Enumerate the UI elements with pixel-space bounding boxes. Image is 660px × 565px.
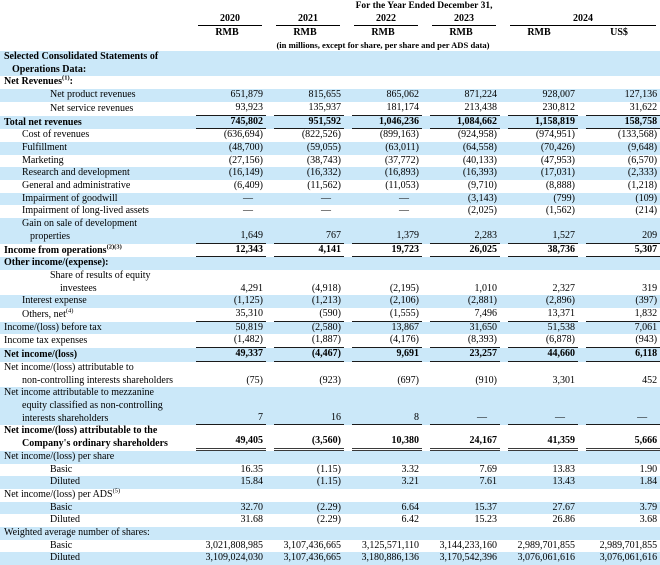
value-cell bbox=[266, 76, 344, 89]
value-cell bbox=[422, 76, 500, 89]
value-cell bbox=[578, 527, 660, 540]
value-cell: (4,467) bbox=[266, 348, 344, 362]
table-row bbox=[0, 514, 660, 527]
header-spacer bbox=[0, 0, 188, 13]
value-cell: (59,055) bbox=[306, 141, 341, 153]
header-spacer bbox=[0, 39, 188, 51]
value-cell: 1.90 bbox=[639, 463, 658, 475]
value-cell: 1,649 bbox=[188, 218, 266, 243]
header-currency-row bbox=[0, 26, 660, 39]
value-cell: (48,700) bbox=[228, 141, 263, 153]
table-row bbox=[0, 476, 660, 489]
row-label: Share of results of equity investees bbox=[50, 269, 151, 294]
table-header bbox=[0, 0, 660, 51]
year-label: 2022 bbox=[354, 13, 418, 26]
unit-note: (in millions, except for share, per share and per ADS data) bbox=[276, 40, 490, 50]
currency-label: RMB bbox=[449, 27, 473, 38]
value-cell: (2,580) bbox=[311, 321, 341, 333]
value-cell: 3,107,436,665 bbox=[283, 539, 341, 551]
value-cell: 16 bbox=[266, 387, 344, 425]
value-cell: 209 bbox=[578, 218, 660, 243]
value-cell: (16,893) bbox=[384, 167, 419, 179]
year-column-2023 bbox=[422, 13, 500, 26]
value-cell bbox=[344, 257, 422, 270]
value-cell: — bbox=[422, 387, 500, 425]
value-cell: 8 bbox=[344, 387, 422, 425]
value-cell: 10,380 bbox=[344, 425, 422, 450]
value-cell bbox=[188, 257, 266, 270]
value-cell: 31,650 bbox=[469, 321, 497, 333]
table-row bbox=[0, 540, 660, 553]
year-column-2021 bbox=[266, 13, 344, 26]
value-cell: 7 bbox=[188, 387, 266, 425]
header-period-row bbox=[0, 0, 660, 13]
value-cell: — bbox=[243, 192, 253, 204]
value-cell: 6.42 bbox=[401, 514, 419, 526]
row-label: Basic bbox=[50, 463, 73, 475]
value-cell: (1.15) bbox=[316, 463, 341, 475]
value-cell: 27.67 bbox=[552, 501, 575, 513]
year-label: 2021 bbox=[276, 13, 340, 26]
value-cell bbox=[344, 51, 422, 76]
table-row bbox=[0, 489, 660, 502]
value-cell: (70,426) bbox=[540, 141, 575, 153]
value-cell: 49,405 bbox=[188, 425, 266, 450]
value-cell: 6.64 bbox=[401, 501, 419, 513]
value-cell: (1,213) bbox=[311, 295, 341, 307]
table-row bbox=[0, 180, 660, 193]
value-cell: 12,343 bbox=[188, 244, 266, 258]
table-row bbox=[0, 552, 660, 565]
value-cell: (636,694) bbox=[223, 129, 263, 141]
value-cell: (943) bbox=[578, 334, 660, 348]
table-row bbox=[0, 102, 660, 116]
value-cell: 15.23 bbox=[474, 514, 497, 526]
value-cell bbox=[500, 527, 578, 540]
footnote-marker: (1) bbox=[62, 75, 70, 83]
table-row bbox=[0, 425, 660, 450]
value-cell: 213,438 bbox=[422, 102, 500, 116]
value-cell: (63,011) bbox=[385, 141, 419, 153]
value-cell: (2,195) bbox=[389, 282, 419, 294]
row-label: Net service revenues bbox=[50, 102, 134, 114]
value-cell: 13,371 bbox=[500, 308, 578, 322]
table-row bbox=[0, 322, 660, 335]
row-label: Weighted average number of shares: bbox=[4, 527, 150, 539]
value-cell: (1,887) bbox=[266, 334, 344, 348]
header-note-row bbox=[0, 39, 660, 51]
value-cell: (4,918) bbox=[311, 282, 341, 294]
currency-label: RMB bbox=[371, 27, 395, 38]
value-cell bbox=[344, 489, 422, 502]
header-spacer bbox=[578, 39, 660, 51]
value-cell: 26,025 bbox=[422, 244, 500, 258]
value-cell: (17,031) bbox=[540, 167, 575, 179]
value-cell: 13.43 bbox=[552, 476, 575, 488]
value-cell: (6,409) bbox=[233, 180, 263, 192]
row-label: General and administrative bbox=[22, 180, 131, 192]
value-cell: (109) bbox=[635, 192, 658, 204]
value-cell: 3,144,233,160 bbox=[439, 539, 497, 551]
value-cell: 767 bbox=[266, 218, 344, 243]
table-row bbox=[0, 334, 660, 348]
value-cell: (590) bbox=[266, 308, 344, 322]
value-cell: (397) bbox=[635, 295, 658, 307]
value-cell: (3,560) bbox=[266, 425, 344, 450]
value-cell: (47,953) bbox=[540, 154, 575, 166]
value-cell: 4,291 bbox=[240, 282, 263, 294]
value-cell bbox=[500, 76, 578, 89]
value-cell: (8,888) bbox=[545, 180, 575, 192]
value-cell bbox=[578, 257, 660, 270]
value-cell: 16.35 bbox=[240, 463, 263, 475]
row-label: Diluted bbox=[50, 552, 80, 564]
value-cell bbox=[422, 257, 500, 270]
value-cell: (1,482) bbox=[188, 334, 266, 348]
value-cell: (6,878) bbox=[500, 334, 578, 348]
value-cell: (1,125) bbox=[233, 295, 263, 307]
footnote-marker: (2)(3) bbox=[106, 243, 122, 251]
row-label: Other income/(expense): bbox=[4, 257, 109, 269]
row-label: Income/(loss) before tax bbox=[4, 321, 102, 333]
row-label: Net Revenues$^{(1)}$: bbox=[4, 75, 73, 88]
table-row bbox=[0, 527, 660, 540]
value-cell: 4,141 bbox=[266, 244, 344, 258]
table-row bbox=[0, 193, 660, 206]
table-body bbox=[0, 51, 660, 565]
value-cell: 865,062 bbox=[386, 89, 419, 101]
value-cell bbox=[578, 489, 660, 502]
value-cell: 928,007 bbox=[542, 89, 575, 101]
value-cell bbox=[188, 51, 266, 76]
header-years-row bbox=[0, 13, 660, 26]
value-cell bbox=[266, 489, 344, 502]
value-cell: (822,526) bbox=[301, 129, 341, 141]
table-row bbox=[0, 116, 660, 130]
value-cell: (64,558) bbox=[462, 141, 497, 153]
value-cell bbox=[500, 51, 578, 76]
value-cell: 3.32 bbox=[401, 463, 419, 475]
value-cell: 3,109,024,030 bbox=[205, 552, 263, 564]
value-cell: (16,332) bbox=[306, 167, 341, 179]
value-cell: 319 bbox=[642, 282, 658, 294]
value-cell: 1,010 bbox=[474, 282, 497, 294]
value-cell bbox=[500, 257, 578, 270]
value-cell: 815,655 bbox=[308, 89, 341, 101]
row-label: Impairment of long-lived assets bbox=[22, 205, 149, 217]
value-cell bbox=[188, 451, 266, 464]
value-cell: 6,118 bbox=[578, 348, 660, 362]
value-cell: (2,333) bbox=[627, 167, 658, 179]
year-column-2020 bbox=[188, 13, 266, 26]
row-label: Basic bbox=[50, 539, 73, 551]
table-row bbox=[0, 142, 660, 155]
value-cell: 951,592 bbox=[266, 116, 344, 130]
value-cell bbox=[422, 527, 500, 540]
row-label: Selected Consolidated Statements of Operations Data: bbox=[4, 51, 159, 75]
table-row bbox=[0, 387, 660, 425]
value-cell: (27,156) bbox=[228, 154, 263, 166]
value-cell: 49,337 bbox=[188, 348, 266, 362]
year-column-2024 bbox=[500, 13, 660, 26]
value-cell: (697) bbox=[397, 374, 419, 386]
row-label: Impairment of goodwill bbox=[22, 192, 118, 204]
value-cell: (6,570) bbox=[627, 154, 658, 166]
table-row bbox=[0, 218, 660, 243]
table-row bbox=[0, 295, 660, 308]
value-cell: (2.29) bbox=[316, 501, 341, 513]
value-cell: (4,176) bbox=[344, 334, 422, 348]
value-cell bbox=[266, 257, 344, 270]
value-cell: (3,143) bbox=[467, 192, 497, 204]
value-cell: — bbox=[578, 387, 660, 425]
value-cell: 745,802 bbox=[188, 116, 266, 130]
value-cell: (38,743) bbox=[306, 154, 341, 166]
value-cell: 44,660 bbox=[500, 348, 578, 362]
value-cell: (923) bbox=[319, 374, 341, 386]
value-cell: (1.15) bbox=[316, 476, 341, 488]
value-cell: 651,879 bbox=[230, 89, 263, 101]
value-cell bbox=[344, 527, 422, 540]
table-row bbox=[0, 451, 660, 464]
value-cell: (40,133) bbox=[462, 154, 497, 166]
value-cell: 5,666 bbox=[578, 425, 660, 450]
value-cell: 1,527 bbox=[500, 218, 578, 243]
value-cell: 50,819 bbox=[235, 321, 263, 333]
value-cell: 1,379 bbox=[344, 218, 422, 243]
year-label: 2020 bbox=[198, 13, 262, 26]
row-label: Net product revenues bbox=[50, 89, 136, 101]
value-cell: (11,053) bbox=[385, 180, 419, 192]
value-cell: 3.68 bbox=[639, 514, 658, 526]
value-cell: (9,648) bbox=[627, 141, 658, 153]
value-cell bbox=[188, 527, 266, 540]
table-row bbox=[0, 89, 660, 102]
value-cell: 3,076,061,616 bbox=[517, 552, 575, 564]
value-cell: 1,046,236 bbox=[344, 116, 422, 130]
value-cell bbox=[422, 489, 500, 502]
value-cell: 452 bbox=[642, 374, 658, 386]
value-cell: 93,923 bbox=[188, 102, 266, 116]
row-label: Net income/(loss) per ADS$^{(5)}$ bbox=[4, 487, 121, 500]
value-cell bbox=[578, 451, 660, 464]
value-cell: (1,555) bbox=[344, 308, 422, 322]
value-cell: 230,812 bbox=[500, 102, 578, 116]
value-cell: (8,393) bbox=[422, 334, 500, 348]
value-cell bbox=[422, 451, 500, 464]
value-cell: 5,307 bbox=[578, 244, 660, 258]
value-cell bbox=[578, 76, 660, 89]
year-label: 2024 bbox=[510, 13, 656, 26]
value-cell: (37,772) bbox=[384, 154, 419, 166]
value-cell: 2,327 bbox=[552, 282, 575, 294]
currency-label: US$ bbox=[610, 27, 628, 38]
table-row bbox=[0, 257, 660, 270]
value-cell: (924,958) bbox=[457, 129, 497, 141]
value-cell: 1,084,662 bbox=[422, 116, 500, 130]
value-cell: 1,832 bbox=[578, 308, 660, 322]
value-cell: (799) bbox=[553, 192, 575, 204]
value-cell: 158,758 bbox=[578, 116, 660, 130]
table-row bbox=[0, 51, 660, 76]
currency-label: RMB bbox=[527, 27, 551, 38]
value-cell: 19,723 bbox=[344, 244, 422, 258]
table-row bbox=[0, 308, 660, 322]
value-cell: (2,106) bbox=[389, 295, 419, 307]
value-cell: 9,691 bbox=[344, 348, 422, 362]
value-cell: 35,310 bbox=[188, 308, 266, 322]
value-cell: 32.70 bbox=[240, 501, 263, 513]
value-cell: 7,061 bbox=[634, 321, 658, 333]
value-cell bbox=[266, 451, 344, 464]
row-label: Basic bbox=[50, 501, 73, 513]
table-row bbox=[0, 167, 660, 180]
row-label: Research and development bbox=[22, 167, 130, 179]
value-cell: 31.68 bbox=[240, 514, 263, 526]
table-row bbox=[0, 244, 660, 258]
value-cell: (974,951) bbox=[535, 129, 575, 141]
value-cell bbox=[188, 76, 266, 89]
value-cell: 23,257 bbox=[422, 348, 500, 362]
table-row bbox=[0, 348, 660, 362]
row-label: Net income/(loss) per share bbox=[4, 450, 115, 462]
row-label: Others, net$^{(4)}$ bbox=[22, 307, 74, 321]
footnote-marker: (4) bbox=[65, 307, 74, 315]
value-cell: (1,218) bbox=[627, 180, 658, 192]
value-cell: (9,710) bbox=[467, 180, 497, 192]
value-cell bbox=[266, 527, 344, 540]
value-cell: (2,025) bbox=[467, 205, 497, 217]
row-label: Net income/(loss) attributable to the Company's ordinary shareholders bbox=[4, 425, 168, 450]
value-cell: (2,881) bbox=[467, 295, 497, 307]
row-label: Fulfillment bbox=[22, 141, 67, 153]
row-label: Income tax expenses bbox=[4, 335, 88, 347]
year-column-2022 bbox=[344, 13, 422, 26]
table-row bbox=[0, 155, 660, 168]
value-cell: (899,163) bbox=[379, 129, 419, 141]
value-cell: 41,359 bbox=[500, 425, 578, 450]
value-cell: (16,393) bbox=[462, 167, 497, 179]
value-cell: 127,136 bbox=[624, 89, 658, 101]
value-cell: 7,496 bbox=[422, 308, 500, 322]
row-label: Income from operations$^{(2)(3)}$ bbox=[4, 243, 122, 256]
value-cell: 15.84 bbox=[240, 476, 263, 488]
value-cell: 2,989,701,855 bbox=[517, 539, 575, 551]
year-label: 2023 bbox=[432, 13, 496, 26]
value-cell: 51,538 bbox=[547, 321, 575, 333]
value-cell: (1,562) bbox=[545, 205, 575, 217]
row-label: Diluted bbox=[50, 514, 80, 526]
table-row bbox=[0, 205, 660, 218]
value-cell: (11,562) bbox=[307, 180, 341, 192]
value-cell: (16,149) bbox=[228, 167, 263, 179]
value-cell bbox=[344, 451, 422, 464]
value-cell: (75) bbox=[246, 374, 263, 386]
value-cell: 26.86 bbox=[552, 514, 575, 526]
value-cell: 3,180,886,136 bbox=[361, 552, 419, 564]
table-row bbox=[0, 270, 660, 295]
value-cell: 1,158,819 bbox=[500, 116, 578, 130]
value-cell: 15.37 bbox=[474, 501, 497, 513]
value-cell: (2,896) bbox=[545, 295, 575, 307]
value-cell bbox=[188, 489, 266, 502]
row-label: Marketing bbox=[22, 154, 64, 166]
value-cell: (2.29) bbox=[316, 514, 341, 526]
value-cell: 3.21 bbox=[401, 476, 419, 488]
table-row bbox=[0, 76, 660, 89]
value-cell: — bbox=[321, 192, 331, 204]
value-cell: — bbox=[500, 387, 578, 425]
value-cell: (214) bbox=[635, 205, 658, 217]
value-cell bbox=[344, 76, 422, 89]
value-cell: 135,937 bbox=[266, 102, 344, 116]
row-label: Gain on sale of development properties bbox=[22, 218, 137, 242]
value-cell: 3,107,436,665 bbox=[283, 552, 341, 564]
row-label: Net income attributable to mezzanine equity classified as non-controlling interests shareholders bbox=[4, 387, 163, 424]
value-cell: — bbox=[321, 205, 331, 217]
value-cell: 3,170,542,396 bbox=[439, 552, 497, 564]
table-row bbox=[0, 129, 660, 142]
value-cell bbox=[266, 51, 344, 76]
value-cell: — bbox=[243, 205, 253, 217]
row-label: Diluted bbox=[50, 476, 80, 488]
row-label: Interest expense bbox=[22, 295, 87, 307]
row-label: Total net revenues bbox=[4, 116, 82, 128]
table-row bbox=[0, 464, 660, 477]
value-cell: 24,167 bbox=[422, 425, 500, 450]
table-row bbox=[0, 362, 660, 387]
value-cell: 181,174 bbox=[344, 102, 422, 116]
value-cell: (133,568) bbox=[617, 129, 658, 141]
value-cell: 31,622 bbox=[578, 102, 660, 116]
value-cell: 3,021,808,985 bbox=[205, 539, 263, 551]
row-label: Cost of revenues bbox=[22, 129, 90, 141]
value-cell: 3,076,061,616 bbox=[599, 552, 658, 564]
value-cell: 7.69 bbox=[479, 463, 497, 475]
value-cell bbox=[422, 51, 500, 76]
value-cell: 2,989,701,855 bbox=[599, 539, 658, 551]
footnote-marker: (5) bbox=[112, 487, 121, 495]
value-cell: 13.83 bbox=[552, 463, 575, 475]
value-cell: — bbox=[399, 192, 409, 204]
value-cell bbox=[500, 451, 578, 464]
value-cell: 3,125,571,110 bbox=[361, 539, 419, 551]
table-row bbox=[0, 502, 660, 515]
currency-label: RMB bbox=[293, 27, 317, 38]
row-label: Net income/(loss) attributable to non-controlling interests shareholders bbox=[4, 361, 174, 386]
period-title: For the Year Ended December 31, bbox=[355, 1, 493, 11]
value-cell bbox=[500, 489, 578, 502]
value-cell: 38,736 bbox=[500, 244, 578, 258]
currency-label: RMB bbox=[215, 27, 239, 38]
value-cell: — bbox=[399, 205, 409, 217]
value-cell: 1.84 bbox=[639, 476, 658, 488]
value-cell: 13,867 bbox=[391, 321, 419, 333]
value-cell: 7.61 bbox=[479, 476, 497, 488]
header-spacer bbox=[0, 13, 188, 26]
header-spacer bbox=[0, 26, 188, 39]
value-cell: 3,301 bbox=[552, 374, 575, 386]
value-cell bbox=[578, 51, 660, 76]
value-cell: 3.79 bbox=[639, 501, 658, 513]
value-cell: 2,283 bbox=[422, 218, 500, 243]
value-cell: 871,224 bbox=[464, 89, 497, 101]
period-title-cell bbox=[188, 0, 660, 13]
value-cell: (910) bbox=[475, 374, 497, 386]
row-label: Net income/(loss) bbox=[4, 349, 78, 361]
